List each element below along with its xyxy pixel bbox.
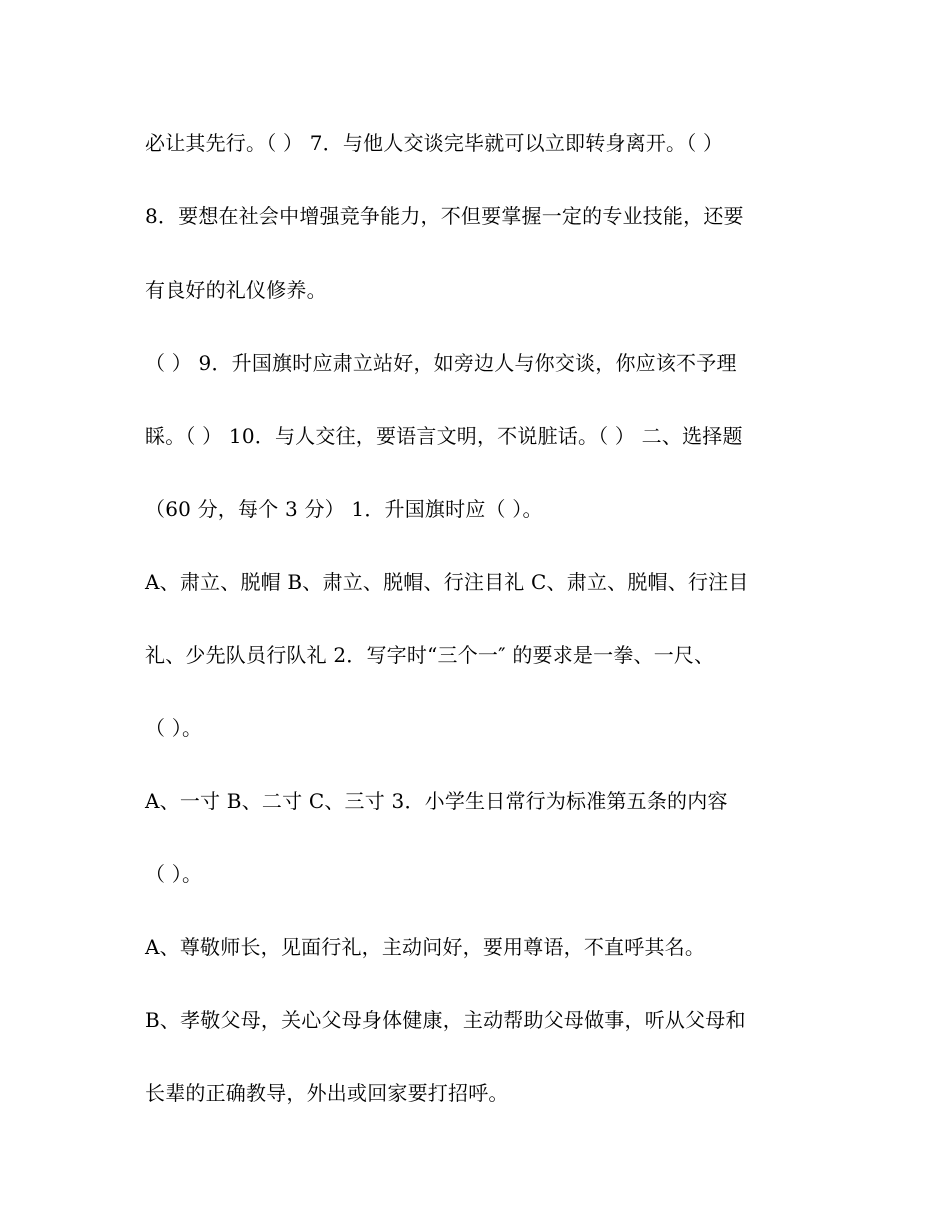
text-line-2: 8．要想在社会中增强竞争能力，不但要掌握一定的专业技能，还要 (145, 204, 744, 228)
text-line-5: 睬。（ ） 10．与人交往，要语言文明，不说脏话。（ ） 二、选择题 (145, 424, 743, 448)
text-line-1: 必让其先行。（ ） 7．与他人交谈完毕就可以立即转身离开。（ ） (145, 131, 724, 155)
text-line-4: （ ） 9．升国旗时应肃立站好，如旁边人与你交谈，你应该不予理 (145, 351, 737, 375)
text-line-8: 礼、少先队员行队礼 2．写字时“三个一″ 的要求是一拳、一尺、 (145, 643, 715, 667)
text-line-9: （ ）。 (145, 716, 203, 740)
text-line-13: B、孝敬父母，关心父母身体健康，主动帮助父母做事，听从父母和 (145, 1008, 746, 1032)
text-line-14: 长辈的正确教导，外出或回家要打招呼。 (145, 1081, 509, 1105)
text-line-11: （ ）。 (145, 862, 203, 886)
text-line-12: A、尊敬师长，见面行礼，主动问好，要用尊语，不直呼其名。 (145, 935, 706, 959)
text-line-3: 有良好的礼仪修养。 (145, 278, 327, 302)
text-line-7: A、肃立、脱帽 B、肃立、脱帽、行注目礼 C、肃立、脱帽、行注目 (145, 570, 749, 594)
text-line-6: （60 分，每个 3 分） 1．升国旗时应（ ）。 (145, 497, 543, 521)
text-line-10: A、一寸 B、二寸 C、三寸 3．小学生日常行为标准第五条的内容 (145, 789, 728, 813)
